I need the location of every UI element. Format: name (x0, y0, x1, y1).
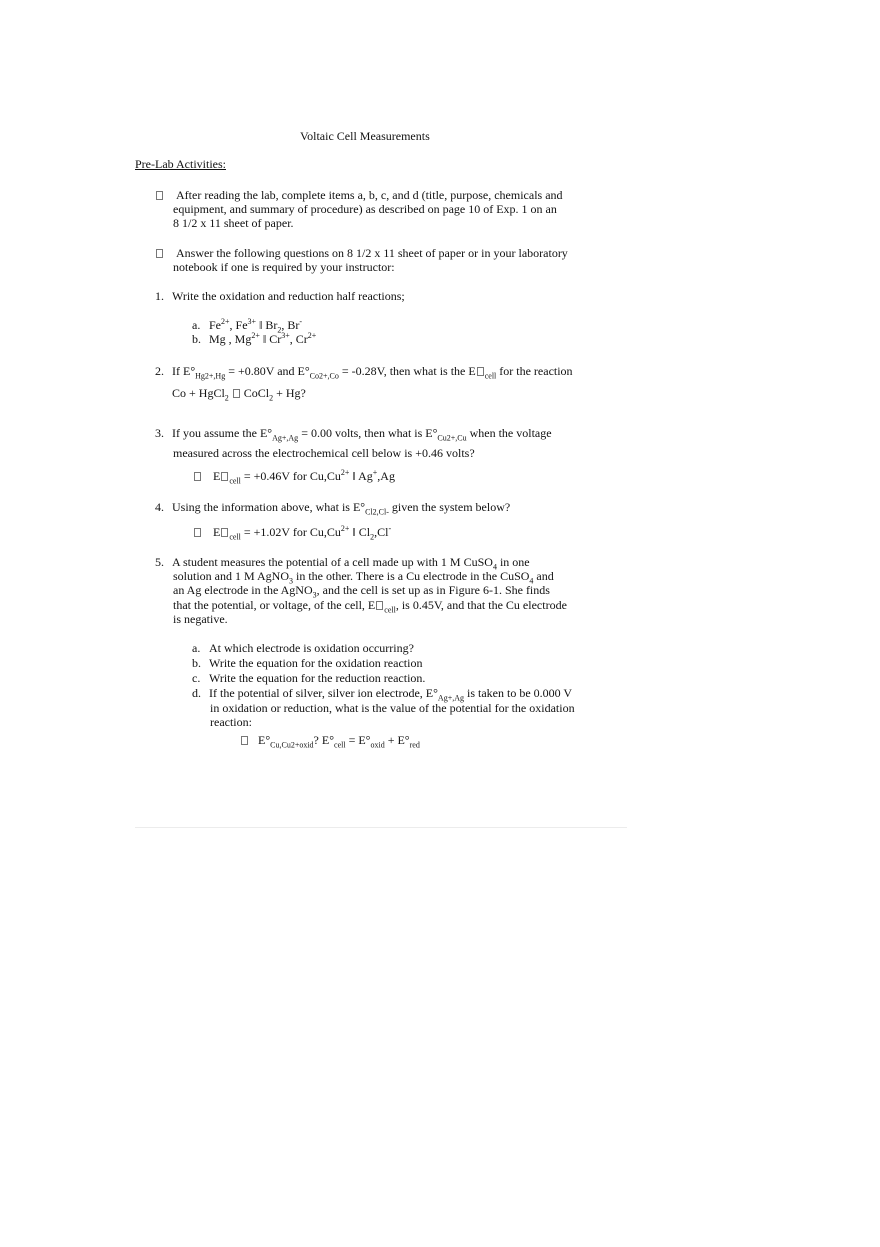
q5-line3: an Ag electrode in the AgNO$_3$, and the cell is set up as in Figure 6-1. She finds (173, 583, 550, 600)
q5-line1: A student measures the potential of a cell made up with 1 M CuSO$_4$ in one (172, 555, 530, 572)
q5-final-checkbox (240, 733, 249, 747)
q2-text: If $E^\circ_{Hg2+,Hg} = +0.80V$ and $E^\circ_{Co2+,Co} = -0.28V$, then what is the E $_{cell}$ for the reaction (172, 364, 573, 381)
q1-number: 1. (155, 289, 164, 303)
bullet1-line2: equipment, and summary of procedure) as described on page 10 of Exp. 1 on an (173, 202, 557, 216)
missing-glyph-icon (221, 472, 228, 481)
q4-text: Using the information above, what is $E^\circ_{Cl2,Cl-}$ given the system below? (172, 500, 511, 517)
bullet2-line1: Answer the following questions on 8 1/2 x 11 sheet of paper or in your laboratory (176, 246, 568, 260)
bullet1-line1: After reading the lab, complete items a, b, c, and d (title, purpose, chemicals and (176, 188, 563, 202)
q5-d-line3: reaction: (210, 715, 252, 729)
q1-a-reaction: $Fe^{2+}$, $Fe^{3+}$ ‖ $Br_2$, Br- (209, 317, 303, 335)
q5-c-text: Write the equation for the reduction reaction. (209, 671, 426, 685)
checkbox-icon (156, 249, 163, 258)
q5-final-equation: $E^\circ_{Cu,Cu2+oxid}$? $E^\circ_{cell} = E^\circ_{oxid} + E^\circ_{red}$ (258, 733, 420, 750)
q3-text: If you assume the $E^\circ_{Ag+,Ag} = 0.00$ volts, then what is $E^\circ_{Cu2+,Cu}$ when the voltage (172, 426, 552, 443)
q3-line2: measured across the electrochemical cell below is +0.46 volts? (173, 446, 475, 460)
q3-checkbox (193, 469, 202, 483)
q1-b-label: b. (192, 332, 201, 346)
missing-glyph-icon (376, 601, 383, 610)
q5-d-label: d. (192, 686, 201, 700)
q5-c-label: c. (192, 671, 201, 685)
checkbox-icon (194, 472, 201, 481)
q1-a-label: a. (192, 318, 201, 332)
q5-line5: is negative. (173, 612, 228, 626)
q1-text: Write the oxidation and reduction half reactions; (172, 289, 405, 303)
q5-number: 5. (155, 555, 164, 569)
q2-reaction: Co + HgCl$_2$ CoCl$_2$ + Hg? (172, 386, 306, 403)
missing-glyph-icon (221, 528, 228, 537)
q4-cell-notation: E $_{cell}$ = +1.02V for $Cu,Cu^{2+}$ ‖ $Cl_2,Cl^-$ (213, 524, 392, 542)
q3-number: 3. (155, 426, 164, 440)
q5-d-line1: If the potential of silver, silver ion electrode, $E^\circ_{Ag+,Ag}$ is taken to be 0.000 V (209, 686, 573, 703)
arrow-glyph-icon (233, 389, 240, 398)
q5-d-line2: in oxidation or reduction, what is the value of the potential for the oxidation (210, 701, 575, 715)
missing-glyph-icon (477, 367, 484, 376)
checkbox-bullet-2 (155, 246, 164, 260)
bullet1-line3: 8 1/2 x 11 sheet of paper. (173, 216, 294, 230)
q4-number: 4. (155, 500, 164, 514)
checkbox-icon (194, 528, 201, 537)
q5-a-text: At which electrode is oxidation occurring? (209, 641, 414, 655)
q4-checkbox (193, 525, 202, 539)
q2-number: 2. (155, 364, 164, 378)
checkbox-bullet-1 (155, 188, 164, 202)
checkbox-icon (156, 191, 163, 200)
page-title: Voltaic Cell Measurements (300, 129, 430, 143)
page-divider (135, 827, 627, 828)
bullet2-line2: notebook if one is required by your instructor: (173, 260, 395, 274)
checkbox-icon (241, 736, 248, 745)
q3-cell-notation: E $_{cell}$ = +0.46V for $Cu,Cu^{2+}$ ‖ Ag+,Ag (213, 468, 395, 486)
q5-line4: that the potential, or voltage, of the cell, E $_{cell}$, is 0.45V, and that the Cu electrode (173, 598, 567, 615)
q5-line2: solution and 1 M AgNO$_3$ in the other. There is a Cu electrode in the CuSO$_4$ and (173, 569, 554, 586)
section-heading: Pre-Lab Activities: (135, 157, 226, 171)
q5-b-text: Write the equation for the oxidation reaction (209, 656, 423, 670)
q5-a-label: a. (192, 641, 201, 655)
q5-b-label: b. (192, 656, 201, 670)
q1-b-reaction: Mg , $Mg^{2+}$ ‖ $Cr^{3+}$, $Cr^{2+}$ (209, 331, 317, 346)
